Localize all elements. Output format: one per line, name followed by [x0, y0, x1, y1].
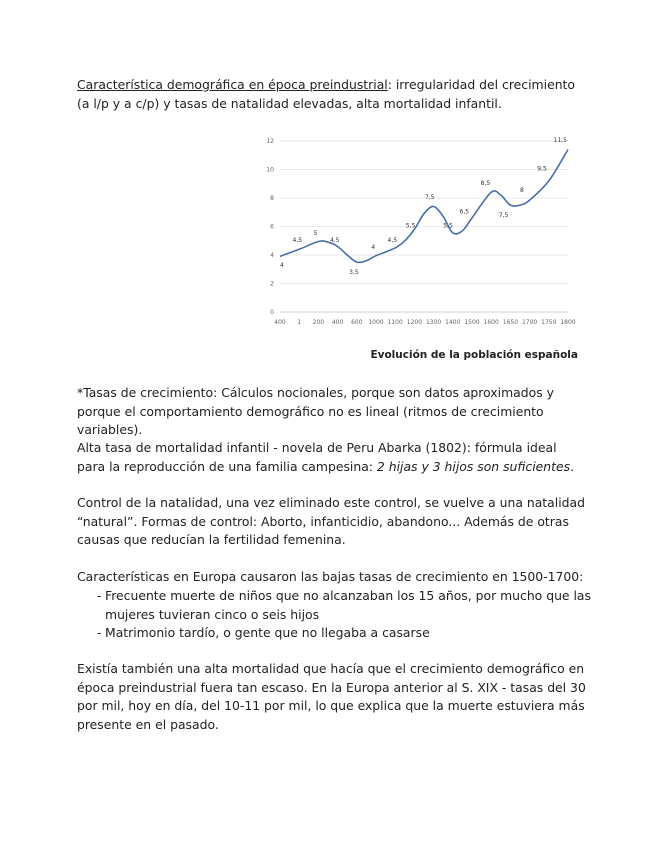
causes-list	[77, 587, 597, 643]
x-tick-label: 1400	[445, 319, 461, 326]
x-tick-label: 1100	[387, 319, 403, 326]
intro-paragraph	[77, 76, 587, 113]
x-tick-label: 200	[312, 319, 325, 326]
chart-caption: Evolución de la población española	[370, 349, 578, 361]
data-label: 5,5	[443, 222, 453, 230]
x-tick-label: 1650	[502, 319, 519, 326]
x-tick-label: 600	[351, 319, 363, 326]
y-tick-label: 12	[266, 138, 274, 145]
y-tick-label: 10	[266, 166, 274, 174]
x-tick-label: 1500	[464, 319, 480, 326]
x-tick-label: 1600	[483, 319, 499, 326]
x-tick-label: 400	[274, 319, 286, 326]
intro-text: : irregularidad del crecimiento (a l/p y a c/p) y tasas de natalidad elevadas, alta mortalidad infantil.	[77, 77, 575, 111]
chart-y-ticks	[266, 138, 274, 316]
data-label: 4,5	[329, 236, 340, 244]
growth-rates-paragraph: *Tasas de crecimiento: Cálculos nocionales, porque son datos aproximados y porque el comportamiento demográfico no es lineal (ritmos de crecimiento variables).	[77, 385, 554, 437]
europe-paragraph: Características en Europa causaron las bajas tasas de crecimiento en 1500-1700:	[77, 569, 584, 584]
chart-x-ticks	[274, 319, 576, 326]
data-label: 5,5	[405, 222, 416, 230]
x-tick-label: 1200	[406, 319, 423, 326]
infant-mortality-text: Alta tasa de mortalidad infantil - novela de Peru Abarka (1802): fórmula ideal para la reproducción de una familia campesina:	[77, 440, 557, 474]
data-label: 3,5	[349, 269, 359, 277]
y-tick-label: 4	[270, 252, 274, 259]
data-label: 7,5	[424, 194, 435, 202]
x-tick-label: 1300	[425, 319, 442, 326]
list-item: - Frecuente muerte de niños que no alcanzaban los 15 años, por mucho que las mujeres tuvieran cinco o seis hijos	[77, 587, 597, 624]
y-tick-label: 8	[270, 195, 274, 202]
x-tick-label: 1750	[541, 319, 557, 326]
data-label: 6,5	[459, 208, 470, 216]
x-tick-label: 1	[297, 319, 302, 326]
x-tick-label: 1000	[368, 319, 384, 326]
data-label: 5	[313, 229, 318, 237]
x-tick-label: 400	[331, 319, 344, 326]
population-series-line	[280, 150, 568, 263]
y-tick-label: 6	[270, 223, 274, 231]
y-tick-label: 2	[270, 280, 274, 288]
infant-mortality-paragraph	[77, 439, 587, 476]
x-tick-label: 1700	[521, 319, 538, 326]
data-label: 9,5	[537, 165, 547, 173]
data-label: 4,5	[387, 236, 398, 244]
birth-control-paragraph: Control de la natalidad, una vez eliminado este control, se vuelve a una natalidad “natural”. Formas de control: Aborto, infanticidio, abandono... Además de otras causas que reducían la fertilidad femenina.	[77, 495, 585, 547]
infant-mortality-quote: 2 hijas y 3 hijos son suficientes	[376, 458, 571, 474]
intro-heading: Característica demográfica en época preindustrial	[77, 77, 388, 92]
y-tick-label: 0	[270, 309, 274, 316]
data-label: 4,5	[292, 236, 303, 244]
mortality-paragraph: Existía también una alta mortalidad que hacía que el crecimiento demográfico en época preindustrial fuera tan escaso. En la Europa anterior al S. XIX - tasas del 30 por mil, hoy en día, del 10-11 por mil, lo que explica que la muerte estuviera más presente en el pasado.	[77, 661, 586, 732]
population-chart	[262, 134, 582, 330]
list-item: - Matrimonio tardío, o gente que no llegaba a casarse	[77, 624, 597, 643]
data-label: 4	[280, 262, 284, 269]
x-tick-label: 1800	[560, 319, 576, 326]
infant-mortality-end: .	[570, 458, 575, 474]
data-label: 4	[371, 244, 376, 251]
data-label: 7,5	[498, 212, 509, 220]
data-label: 11,5	[553, 137, 567, 145]
data-label: 8,5	[480, 179, 491, 187]
chart-gridlines	[280, 141, 568, 312]
data-label: 8	[520, 187, 524, 194]
